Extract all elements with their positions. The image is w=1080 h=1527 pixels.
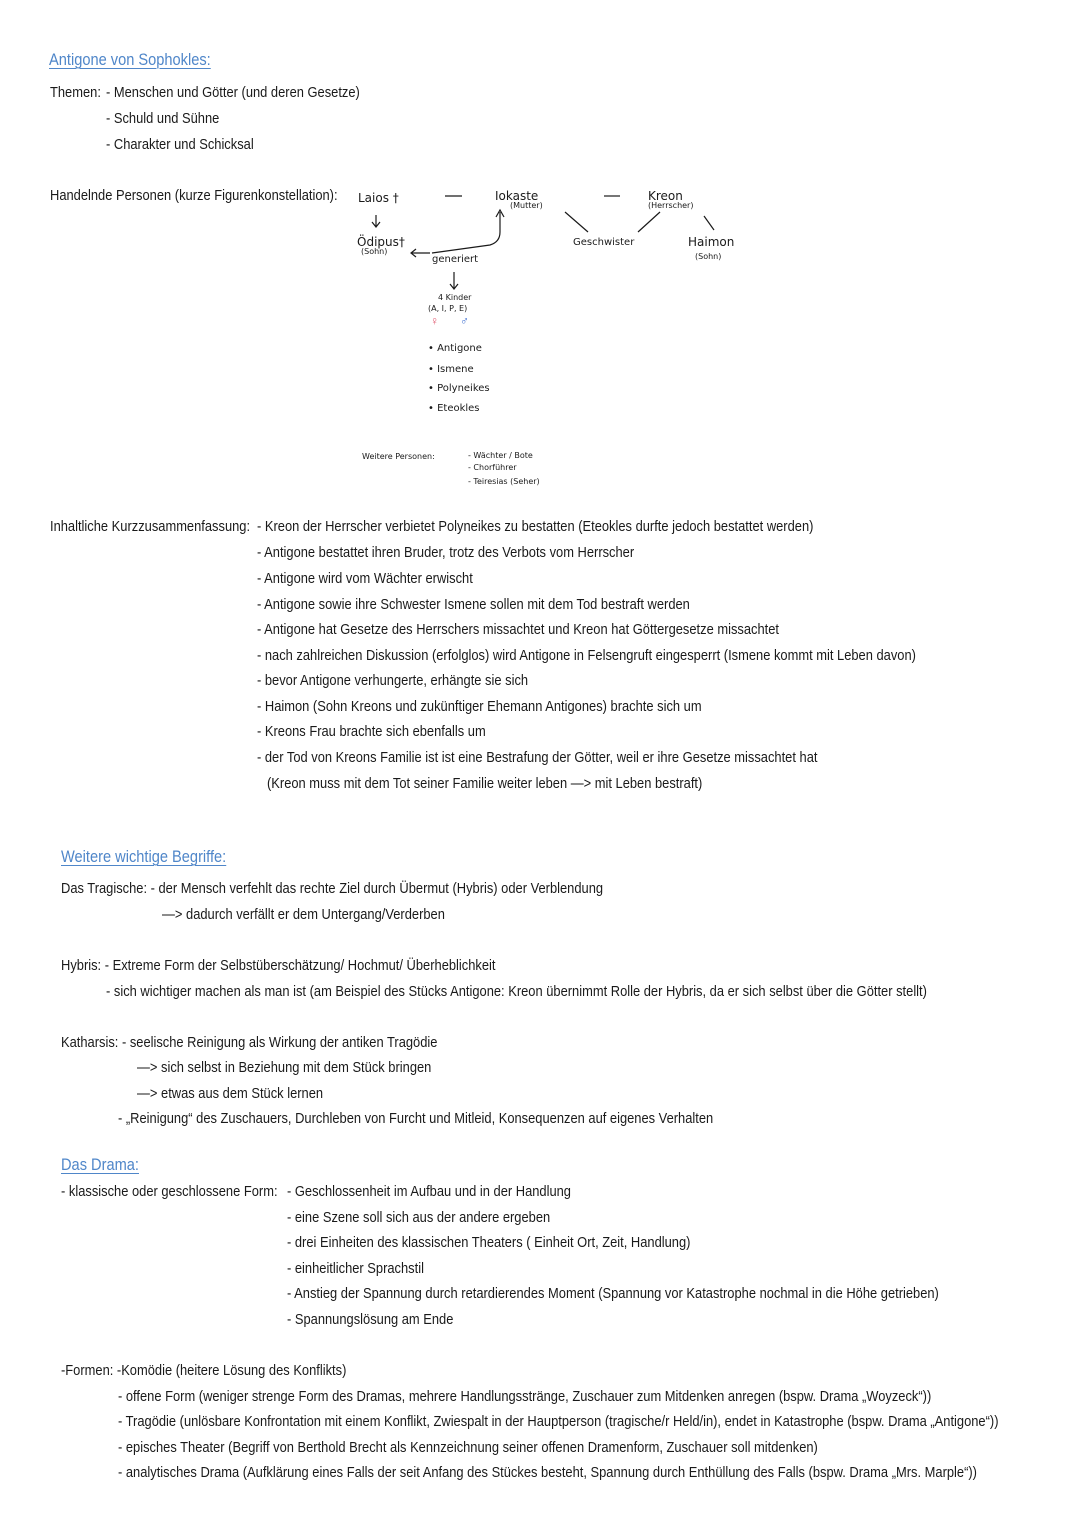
inhalt-item: - Antigone sowie ihre Schwester Ismene sollen mit dem Tod bestraft werden (257, 596, 690, 613)
kinder-label: 4 Kinder (438, 293, 472, 302)
weitere-person: - Chorführer (468, 463, 517, 472)
klassisch-item: - Spannungslösung am Ende (287, 1311, 454, 1328)
weitere-personen-label: Weitere Personen: (362, 452, 435, 461)
klassisch-item: - drei Einheiten des klassischen Theaters ( Einheit Ort, Zeit, Handlung) (287, 1234, 691, 1251)
male-symbol-icon: ♂ (460, 314, 469, 328)
kreon-role: (Herrscher) (648, 201, 694, 210)
generiert-label: generiert (432, 254, 479, 265)
child-ismene: • Ismene (428, 364, 474, 375)
inhalt-item: - Haimon (Sohn Kreons und zukünftiger Ehemann Antigones) brachte sich um (257, 698, 702, 715)
klassisch-item: - Geschlossenheit im Aufbau und in der Handlung (287, 1183, 571, 1200)
formen-komoedie: -Formen: -Komödie (heitere Lösung des Konflikts) (61, 1362, 347, 1379)
inhalt-item: - Antigone hat Gesetze des Herrschers missachtet und Kreon hat Göttergesetze missachtet (257, 621, 780, 638)
themen-item: - Menschen und Götter (und deren Gesetze) (106, 84, 360, 101)
female-symbol-icon: ♀ (430, 314, 439, 328)
iokaste-role: (Mutter) (510, 201, 543, 210)
formen-item: - Tragödie (unlösbare Konfrontation mit einem Konflikt, Zwiespalt in der Hauptperson (tragische/r Held/in), endet in Katastrophe (bspw. Drama „Antigone“)) (118, 1413, 999, 1430)
klassisch-label: - klassische oder geschlossene Form: (61, 1183, 278, 1200)
oedipus-label: Ödipus† (357, 235, 405, 249)
inhalt-item: - nach zahlreichen Diskussion (erfolglos) wird Antigone in Felsengruft eingesperrt (Ismene kommt mit Leben davon) (257, 647, 916, 664)
katharsis-punkt: —> etwas aus dem Stück lernen (137, 1085, 324, 1102)
geschwister-label: Geschwister (573, 237, 635, 248)
child-antigone: • Antigone (428, 343, 482, 354)
iokaste-label: Iokaste (495, 189, 539, 203)
inhalt-item: - Antigone wird vom Wächter erwischt (257, 570, 473, 587)
inhalt-item: - der Tod von Kreons Familie ist ist eine Bestrafung der Götter, weil er ihre Gesetze missachtet hat (257, 749, 818, 766)
klassisch-item: - Anstieg der Spannung durch retardierendes Moment (Spannung vor Katastrophe nochmal in die Höhe getrieben) (287, 1285, 939, 1302)
tragische-folge: —> dadurch verfällt er dem Untergang/Verderben (162, 906, 445, 923)
page-title: Antigone von Sophokles: (49, 50, 211, 69)
formen-item: - episches Theater (Begriff von Berthold Brecht als Kennzeichnung seiner offenen Dramenform, Zuschauer soll mitdenken) (118, 1439, 818, 1456)
themen-item: - Schuld und Sühne (106, 110, 220, 127)
formen-item: - offene Form (weniger strenge Form des Dramas, mehrere Handlungsstränge, Zuschauer zum Mitdenken anregen (bspw. Drama „Woyzeck“)) (118, 1388, 932, 1405)
inhalt-item: - Kreons Frau brachte sich ebenfalls um (257, 723, 486, 740)
drama-heading: Das Drama: (61, 1155, 139, 1174)
klassisch-item: - eine Szene soll sich aus der andere ergeben (287, 1209, 551, 1226)
themen-label: Themen: (50, 84, 101, 101)
child-polyneikes: • Polyneikes (428, 383, 490, 394)
oedipus-role: (Sohn) (361, 247, 388, 256)
haimon-role: (Sohn) (695, 252, 722, 261)
katharsis-definition: Katharsis: - seelische Reinigung als Wirkung der antiken Tragödie (61, 1034, 438, 1051)
katharsis-punkt: - „Reinigung“ des Zuschauers, Durchleben von Furcht und Mitleid, Konsequenzen auf eigenes Verhalten (118, 1110, 714, 1127)
inhalt-item: - Antigone bestattet ihren Bruder, trotz des Verbots vom Herrscher (257, 544, 635, 561)
child-eteokles: • Eteokles (428, 403, 480, 414)
begriffe-heading: Weitere wichtige Begriffe: (61, 847, 227, 866)
formen-item: - analytisches Drama (Aufklärung eines Falls der seit Anfang des Stückes besteht, Spannung durch Enthüllung des Falls (bspw. Drama „Mrs. Marple“)) (118, 1464, 977, 1481)
klassisch-item: - einheitlicher Sprachstil (287, 1260, 424, 1277)
themen-item: - Charakter und Schicksal (106, 136, 254, 153)
family-tree-lines (0, 0, 1080, 520)
hybris-beispiel: - sich wichtiger machen als man ist (am Beispiel des Stücks Antigone: Kreon übernimmt Rolle der Hybris, da er sich selbst über die Götter stellt) (106, 983, 927, 1000)
personen-label: Handelnde Personen (kurze Figurenkonstellation): (50, 187, 338, 204)
inhalt-item: (Kreon muss mit dem Tot seiner Familie weiter leben —> mit Leben bestraft) (267, 775, 703, 792)
laios-label: Laios † (358, 191, 399, 205)
haimon-label: Haimon (688, 235, 735, 249)
tragische-definition: Das Tragische: - der Mensch verfehlt das rechte Ziel durch Übermut (Hybris) oder Verblendung (61, 880, 604, 897)
inhalt-item: - Kreon der Herrscher verbietet Polyneikes zu bestatten (Eteokles durfte jedoch bestattet werden) (257, 518, 814, 535)
hybris-definition: Hybris: - Extreme Form der Selbstüberschätzung/ Hochmut/ Überheblichkeit (61, 957, 496, 974)
kinder-abbr: (A, I, P, E) (428, 304, 468, 313)
weitere-person: - Teiresias (Seher) (468, 477, 540, 486)
inhalt-label: Inhaltliche Kurzzusammenfassung: (50, 518, 251, 535)
weitere-person: - Wächter / Bote (468, 451, 533, 460)
inhalt-item: - bevor Antigone verhungerte, erhängte sie sich (257, 672, 529, 689)
kreon-label: Kreon (648, 189, 683, 203)
katharsis-punkt: —> sich selbst in Beziehung mit dem Stück bringen (137, 1059, 432, 1076)
